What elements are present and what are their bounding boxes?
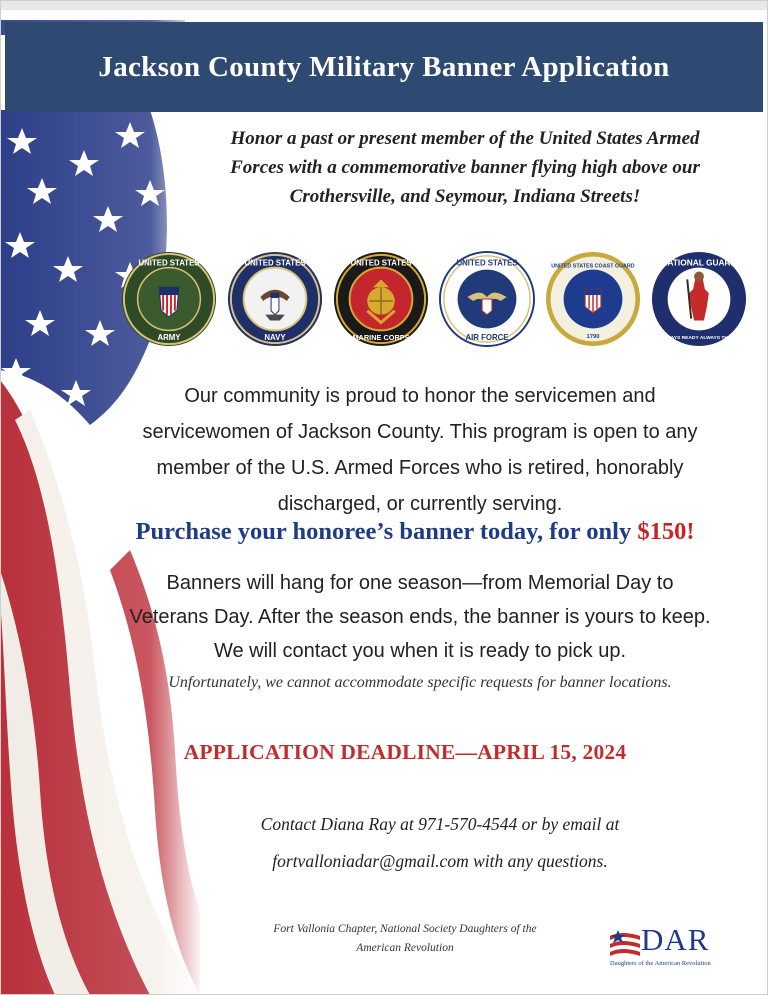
application-deadline: APPLICATION DEADLINE—APRIL 15, 2024 [183,740,627,764]
details-line: Banners will hang for one season—from Memorial Day to [166,572,674,594]
purchase-text: Purchase your honoree’s banner today, for only [135,518,638,545]
navy-seal-bottom-text: NAVY [264,333,286,343]
tagline-line: Forces with a commemorative banner flying high above our [230,157,700,178]
marine-seal-top-text: UNITED STATES [350,258,412,268]
intro-line: member of the U.S. Armed Forces who is retired, honorably [156,457,684,479]
intro-line: discharged, or currently serving. [277,493,563,515]
army-seal-top-text: UNITED STATES [138,258,200,268]
chapter-line: Fort Vallonia Chapter, National Society Daughters of the [273,923,537,935]
tagline-line: Honor a past or present member of the United States Armed [230,128,700,149]
navy-seal-top-text: UNITED STATES [244,258,306,268]
chapter-line: American Revolution [356,942,454,954]
national-guard-seal-bottom-text: ALWAYS READY ALWAYS THERE [660,336,738,342]
intro-line: servicewomen of Jackson County. This program is open to any [142,421,698,443]
contact-line: fortvalloniadar@gmail.com with any questions. [272,851,608,871]
page-title: Jackson County Military Banner Application [98,50,670,83]
dar-logo-subtitle: Daughters of the American Revolution [610,960,711,967]
tagline-line: Crothersville, and Seymour, Indiana Streets! [289,186,641,207]
national-guard-seal-top-text: NATIONAL GUARD [661,257,737,268]
coast-guard-seal-top-text: UNITED STATES COAST GUARD [551,263,635,270]
dar-logo-text: DAR [641,922,710,957]
location-note: Unfortunately, we cannot accommodate specific requests for banner locations. [168,674,672,691]
details-line: Veterans Day. After the season ends, the banner is yours to keep. [129,606,711,628]
contact-line: Contact Diana Ray at 971-570-4544 or by email at [260,814,620,834]
details-line: We will contact you when it is ready to pick up. [213,640,627,662]
air-force-seal-bottom-text: AIR FORCE [465,333,509,343]
coast-guard-seal-bottom-text: 1790 [586,334,600,341]
marine-seal-bottom-text: MARINE CORPS [352,333,410,343]
air-force-seal-top-text: UNITED STATES [456,258,518,268]
price: $150! [637,518,695,545]
intro-line: Our community is proud to honor the servicemen and [184,385,656,407]
army-seal-bottom-text: ARMY [157,333,181,343]
